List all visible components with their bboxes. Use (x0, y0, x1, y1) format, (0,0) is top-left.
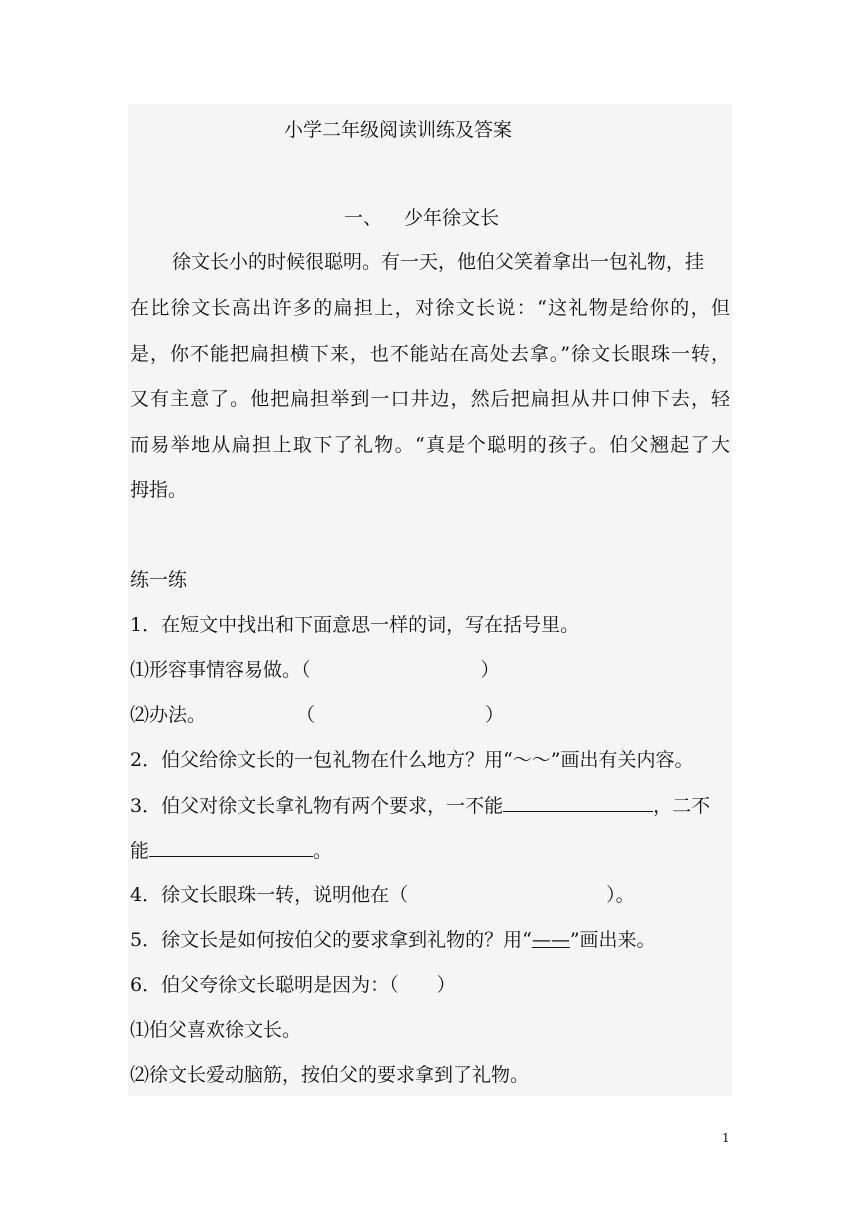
section-number: 一、 (344, 207, 383, 229)
question-1a-label: ⑴形容事情容易做。 (130, 659, 302, 681)
close-paren: ） (480, 659, 500, 681)
question-1b-label: ⑵办法。 (130, 704, 207, 726)
question-5-suffix: ”画出来。 (569, 929, 656, 951)
passage-line: 是，你不能把扁担横下来，也不能站在高处去拿。”徐文长眼珠一转， (130, 343, 730, 365)
question-5-prefix: 5．徐文长是如何按伯父的要求拿到礼物的？用“ (130, 929, 532, 951)
passage-line: 又有主意了。他把扁担举到一口井边，然后把扁担从井口伸下去，轻 (130, 388, 730, 410)
answer-blank[interactable] (149, 838, 313, 857)
question-3-end: 。 (313, 840, 333, 862)
close-paren: ） (485, 704, 505, 726)
passage-line: 在比徐文长高出许多的扁担上，对徐文长说：“这礼物是给你的，但 (130, 297, 730, 319)
question-4-suffix: ）。 (606, 884, 635, 906)
question-1a (130, 657, 730, 683)
section-heading (344, 205, 860, 231)
practice-heading: 练一练 (130, 569, 188, 591)
question-1: 1．在短文中找出和下面意思一样的词，写在括号里。 (130, 614, 580, 636)
question-6-option-2: ⑵徐文长爱动脑筋，按伯父的要求拿到了礼物。 (130, 1064, 530, 1086)
question-6-option-1: ⑴伯父喜欢徐文长。 (130, 1019, 302, 1041)
line-mark: —— (531, 929, 570, 951)
answer-blank[interactable] (503, 793, 653, 812)
passage-line: 徐文长小的时候很聪明。有一天，他伯父笑着拿出一包礼物，挂 (172, 251, 705, 273)
question-1b (130, 702, 730, 728)
passage-line: 拇指。 (130, 479, 188, 501)
question-4-prefix: 4．徐文长眼珠一转，说明他在（ (130, 884, 409, 906)
question-3-cont: 能 (130, 840, 150, 862)
page-number: 1 (722, 1131, 730, 1145)
question-3 (130, 793, 730, 819)
question-5 (130, 927, 730, 953)
question-3-prefix: 3．伯父对徐文长拿礼物有两个要求，一不能 (130, 795, 504, 817)
question-3-mid: ，二不 (653, 795, 711, 817)
section-title: 少年徐文长 (404, 207, 500, 229)
document-title: 小学二年级阅读训练及答案 (284, 119, 513, 141)
passage-line: 而易举地从扁担上取下了礼物。“真是个聪明的孩子。伯父翘起了大 (130, 434, 730, 456)
question-6: 6．伯父夸徐文长聪明是因为：（ ） (130, 974, 456, 996)
open-paren: （ (296, 704, 316, 726)
open-paren: （ (301, 659, 311, 681)
question-3-continued (130, 838, 730, 864)
question-2: 2．伯父给徐文长的一包礼物在什么地方？用“～～”画出有关内容。 (130, 749, 694, 771)
question-4 (130, 882, 730, 908)
